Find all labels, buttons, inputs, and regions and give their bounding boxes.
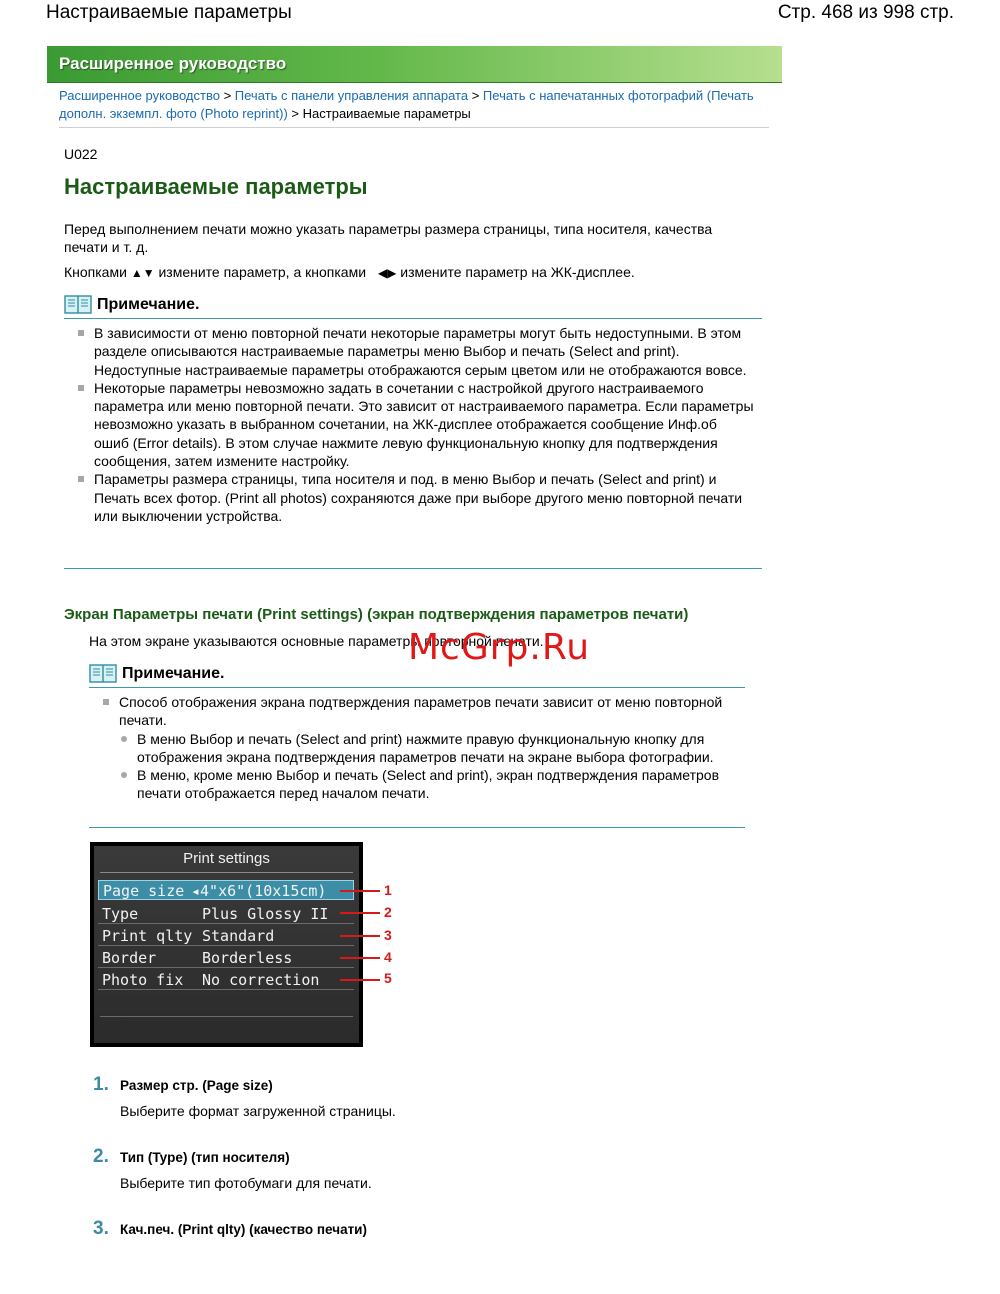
lcd-row-key: Photo fix [102, 971, 184, 989]
section-text: На этом экране указываются основные параметры повторной печати. [89, 633, 544, 649]
callout-number: 4 [384, 949, 392, 965]
up-down-arrows-icon: ▲▼ [130, 266, 155, 280]
callout-number: 1 [384, 882, 392, 898]
list-item: В меню Выбор и печать (Select and print) нажмите правую функциональную кнопку для отображения экрана подтверждения параметров печати на экране выбора фотографии. [89, 730, 729, 767]
breadcrumb-divider [59, 127, 769, 128]
page-code: U022 [64, 146, 98, 162]
note-divider [89, 827, 745, 828]
list-item: Параметры размера страницы, типа носителя и под. в меню Выбор и печать (Select and print) и Печать всех фотор. (Print all photos) сохраняются даже при выборе другого меню повторной печати или выключении устройства. [64, 470, 754, 525]
callout-number: 5 [384, 970, 392, 986]
lcd-row-value: Borderless [202, 949, 293, 967]
item-title: Тип (Type) (тип носителя) [120, 1150, 290, 1165]
page-title: Настраиваемые параметры [64, 174, 368, 199]
lcd-row-photo-fix [98, 970, 354, 990]
callout-line [340, 890, 380, 892]
callout-number: 2 [384, 904, 392, 920]
breadcrumb-current: Настраиваемые параметры [302, 106, 471, 121]
lcd-row-divider [98, 989, 354, 990]
lcd-row-value: No correction [202, 971, 320, 989]
item-title: Кач.печ. (Print qlty) (качество печати) [120, 1222, 367, 1237]
item-number: 2. [93, 1146, 109, 1167]
callout-line [340, 912, 380, 914]
lcd-divider [100, 872, 353, 873]
breadcrumb-separator: > [471, 88, 480, 103]
lcd-row-key: Type [102, 905, 139, 923]
callout-line [340, 957, 380, 959]
section-heading: Экран Параметры печати (Print settings) (экран подтверждения параметров печати) [64, 606, 689, 623]
note-sublist [89, 730, 729, 803]
list-item: Некоторые параметры невозможно задать в сочетании с настройкой другого настраиваемого параметра или меню повторной печати. Это зависит от настраиваемого параметра. Если параметры невозможно указать в выбранном сочетании, на ЖК-дисплее отображается сообщение Инф.об ошиб (Error details). В этом случае нажмите левую функциональную кнопку для подтверждения сообщения, затем измените настройку. [64, 379, 754, 470]
note-item-extra: Недоступные настраиваемые параметры отображаются серым цветом или не отображаются вовсе. [94, 361, 747, 378]
breadcrumb-separator: > [223, 88, 232, 103]
lcd-row-divider [98, 923, 354, 924]
note-divider [64, 318, 762, 319]
banner-label: Расширенное руководство [59, 54, 287, 73]
breadcrumb-link-panel-printing[interactable]: Печать с панели управления аппарата [234, 88, 469, 103]
lcd-row-value: Plus Glossy II [202, 905, 329, 923]
callout-line [340, 979, 380, 981]
breadcrumb-link-photo-reprint[interactable]: Печать с напечатанных фотографий (Печать дополн. экземпл. фото (Photo reprint)) [59, 88, 754, 121]
item-description: Выберите тип фотобумаги для печати. [120, 1175, 372, 1191]
lcd-row-value: Standard [202, 927, 275, 945]
lcd-row-key: Page size [103, 882, 185, 900]
page-counter: Стр. 468 из 998 стр. [777, 2, 954, 23]
item-title: Размер стр. (Page size) [120, 1078, 273, 1093]
keys-text-b: измените параметр, а кнопками [158, 264, 367, 280]
book-icon [89, 663, 117, 683]
note-list [64, 324, 754, 525]
list-item [64, 324, 754, 379]
note-item-text: Способ отображения экрана подтверждения параметров печати зависит от меню повторной печати. [119, 694, 723, 729]
list-item: В меню, кроме меню Выбор и печать (Select and print), экран подтверждения параметров печати отображается перед началом печати. [89, 766, 729, 803]
breadcrumb [59, 87, 769, 123]
keys-text-a: Кнопками [64, 264, 127, 280]
lcd-row-divider [98, 945, 354, 946]
note-label: Примечание. [97, 296, 200, 313]
lcd-row-value: ◂4"x6"(10x15cm) [191, 882, 327, 900]
doc-title: Настраиваемые параметры [46, 2, 292, 23]
item-number: 1. [93, 1074, 109, 1095]
book-icon [64, 294, 92, 314]
page-header [46, 2, 954, 28]
lcd-divider [100, 1016, 353, 1017]
breadcrumb-link-advanced-guide[interactable]: Расширенное руководство [59, 88, 220, 103]
lcd-row-divider [98, 967, 354, 968]
lcd-panel [94, 846, 359, 1043]
manual-banner [47, 46, 782, 83]
note-divider [64, 568, 762, 569]
intro-text: Перед выполнением печати можно указать параметры размера страницы, типа носителя, качества печати и т. д. [64, 221, 713, 255]
lcd-title: Print settings [183, 850, 270, 867]
lcd-row-key: Border [102, 949, 157, 967]
note-divider [89, 687, 745, 688]
list-item [89, 693, 729, 803]
watermark: McGrp.Ru [408, 627, 591, 668]
lcd-row-page-size [98, 880, 354, 900]
left-right-arrows-icon: ◀▶ [377, 266, 397, 280]
note-item-text: В зависимости от меню повторной печати некоторые параметры могут быть недоступными. В этом разделе описываются настраиваемые параметры меню Выбор и печать (Select and print). [94, 325, 742, 360]
callout-line [340, 935, 380, 937]
callout-number: 3 [384, 927, 392, 943]
lcd-row-print-qlty [98, 926, 354, 946]
breadcrumb-separator: > [291, 106, 300, 121]
item-description: Выберите формат загруженной страницы. [120, 1103, 396, 1119]
keys-text [64, 263, 744, 282]
keys-text-c: измените параметр на ЖК-дисплее. [400, 264, 635, 280]
item-number: 3. [93, 1218, 109, 1239]
note-label: Примечание. [122, 665, 225, 682]
lcd-row-key: Print qlty [102, 927, 193, 945]
lcd-screen [90, 842, 363, 1047]
note-list [89, 693, 729, 803]
lcd-row-border [98, 948, 354, 968]
lcd-row-type [98, 904, 354, 924]
